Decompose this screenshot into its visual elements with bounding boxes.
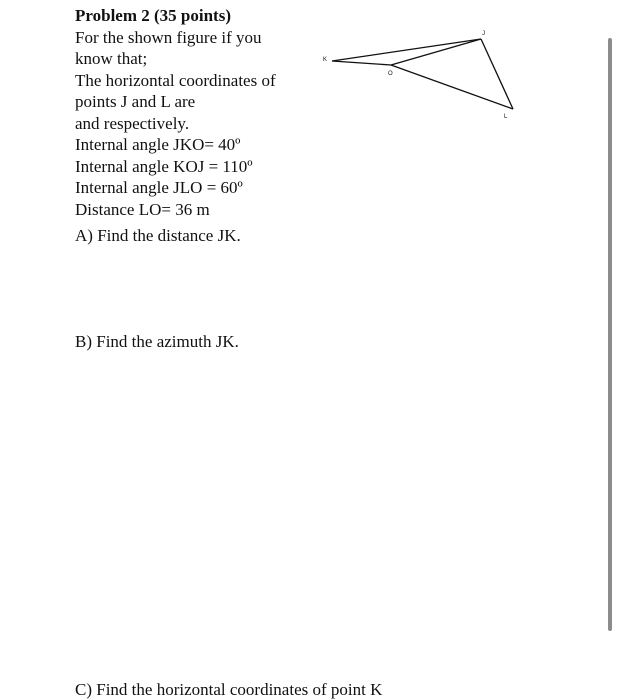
question-a: A) Find the distance JK. (75, 226, 241, 245)
label-o: O (388, 71, 393, 77)
survey-figure (315, 25, 525, 125)
line-o-j (391, 39, 481, 65)
problem-line: know that; (75, 49, 148, 68)
scrollbar[interactable] (608, 38, 612, 631)
problem-statement (75, 5, 328, 220)
given-angle-jko: Internal angle JKO= 40º (75, 135, 241, 154)
label-k: K (323, 57, 328, 63)
label-l: L (504, 114, 508, 120)
given-angle-koj: Internal angle KOJ = 110º (75, 156, 253, 176)
given-distance-lo: Distance LO= 36 m (75, 199, 210, 219)
problem-title: Problem 2 (35 points) (75, 6, 231, 25)
line-k-o (332, 61, 391, 65)
line-o-l (391, 65, 513, 109)
line-k-j (332, 39, 481, 61)
problem-line: The horizontal coordinates of (75, 70, 276, 90)
label-j: J (482, 31, 485, 37)
question-b: B) Find the azimuth JK. (75, 332, 239, 351)
problem-line: For the shown figure if you (75, 27, 262, 47)
given-angle-jlo: Internal angle JLO = 60º (75, 178, 243, 197)
problem-line: points J and L are (75, 92, 196, 111)
problem-line: and respectively. (75, 113, 190, 133)
question-c: C) Find the horizontal coordinates of point K (75, 680, 383, 699)
